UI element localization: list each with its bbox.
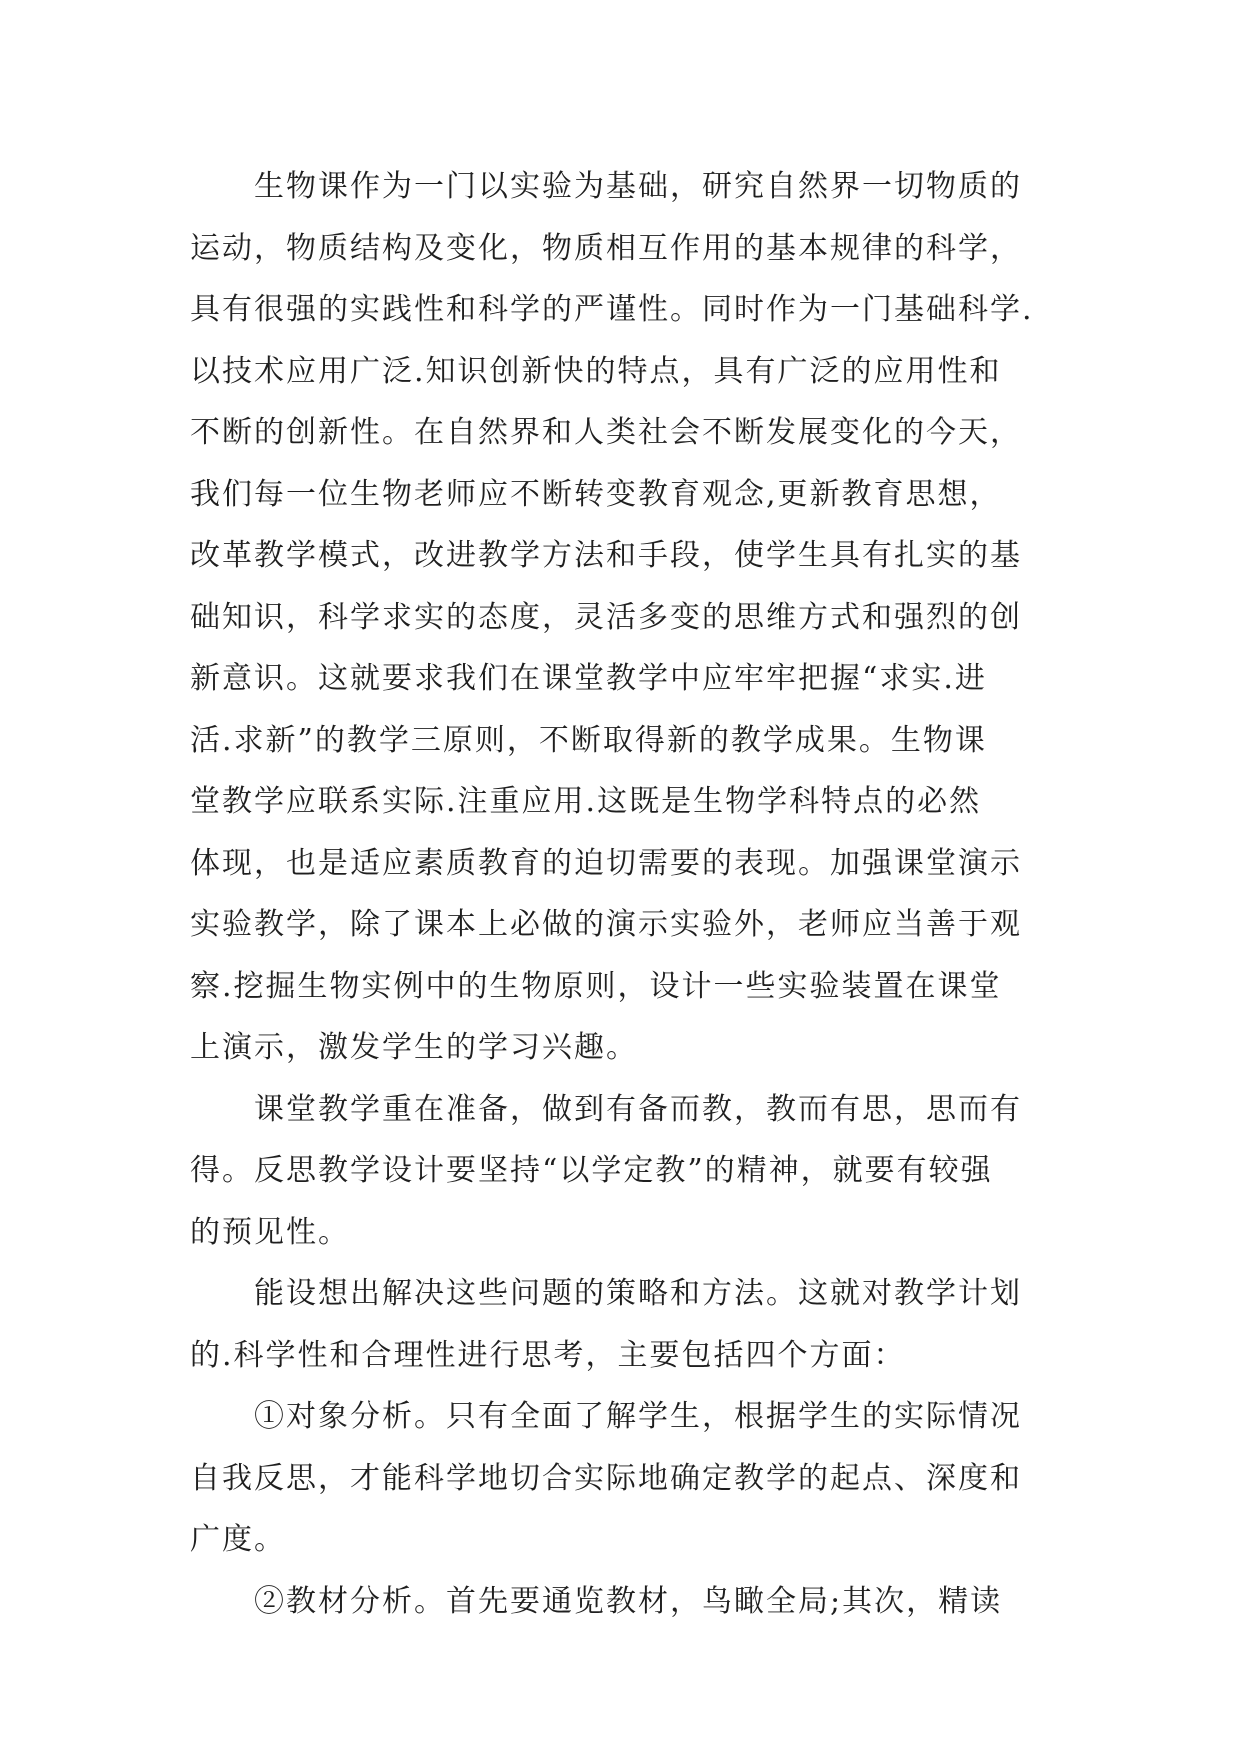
paragraph-5 [190,1571,1050,1633]
text-line: 新意识。这就要求我们在课堂教学中应牢牢把握“求实.进 [190,661,987,696]
text-line: 自我反思，才能科学地切合实际地确定教学的起点、深度和 [190,1460,1022,1496]
text-line: 能设想出解决这些问题的策略和方法。这就对教学计划 [190,1276,1022,1311]
text-line: 实验教学，除了课本上必做的演示实验外，老师应当善于观 [190,907,1022,942]
paragraph-3 [190,1263,1050,1386]
text-line: ①对象分析。只有全面了解学生，根据学生的实际情况 [190,1399,1022,1434]
text-line: 础知识，科学求实的态度，灵活多变的思维方式和强烈的创 [190,599,1022,635]
text-line: 不断的创新性。在自然界和人类社会不断发展变化的今天， [190,415,1022,450]
text-line: 以技术应用广泛.知识创新快的特点，具有广泛的应用性和 [190,353,1002,389]
text-line: 得。反思教学设计要坚持“以学定教”的精神，就要有较强 [190,1153,993,1188]
document-body [190,156,1050,1632]
text-line: ②教材分析。首先要通览教材，鸟瞰全局;其次，精读 [190,1583,1003,1619]
paragraph-1 [190,156,1050,1079]
text-line: 上演示，激发学生的学习兴趣。 [190,1030,638,1065]
text-line: 我们每一位生物老师应不断转变教育观念,更新教育思想， [190,476,1002,512]
text-line: 改革教学模式，改进教学方法和手段，使学生具有扎实的基 [190,538,1022,573]
text-line: 的预见性。 [190,1214,350,1250]
text-line: 课堂教学重在准备，做到有备而教，教而有思，思而有 [190,1091,1022,1127]
text-line: 的.科学性和合理性进行思考，主要包括四个方面： [190,1337,906,1373]
text-line: 生物课作为一门以实验为基础，研究自然界一切物质的 [190,169,1022,204]
text-line: 广度。 [190,1522,286,1557]
text-line: 运动，物质结构及变化，物质相互作用的基本规律的科学， [190,230,1022,266]
paragraph-4 [190,1386,1050,1571]
paragraph-2 [190,1079,1050,1264]
text-line: 体现，也是适应素质教育的迫切需要的表现。加强课堂演示 [190,845,1022,881]
text-line: 具有很强的实践性和科学的严谨性。同时作为一门基础科学. [190,292,1034,327]
text-line: 堂教学应联系实际.注重应用.这既是生物学科特点的必然 [190,784,982,819]
text-line: 活.求新”的教学三原则，不断取得新的教学成果。生物课 [190,722,987,758]
text-line: 察.挖掘生物实例中的生物原则，设计一些实验装置在课堂 [190,968,1002,1004]
